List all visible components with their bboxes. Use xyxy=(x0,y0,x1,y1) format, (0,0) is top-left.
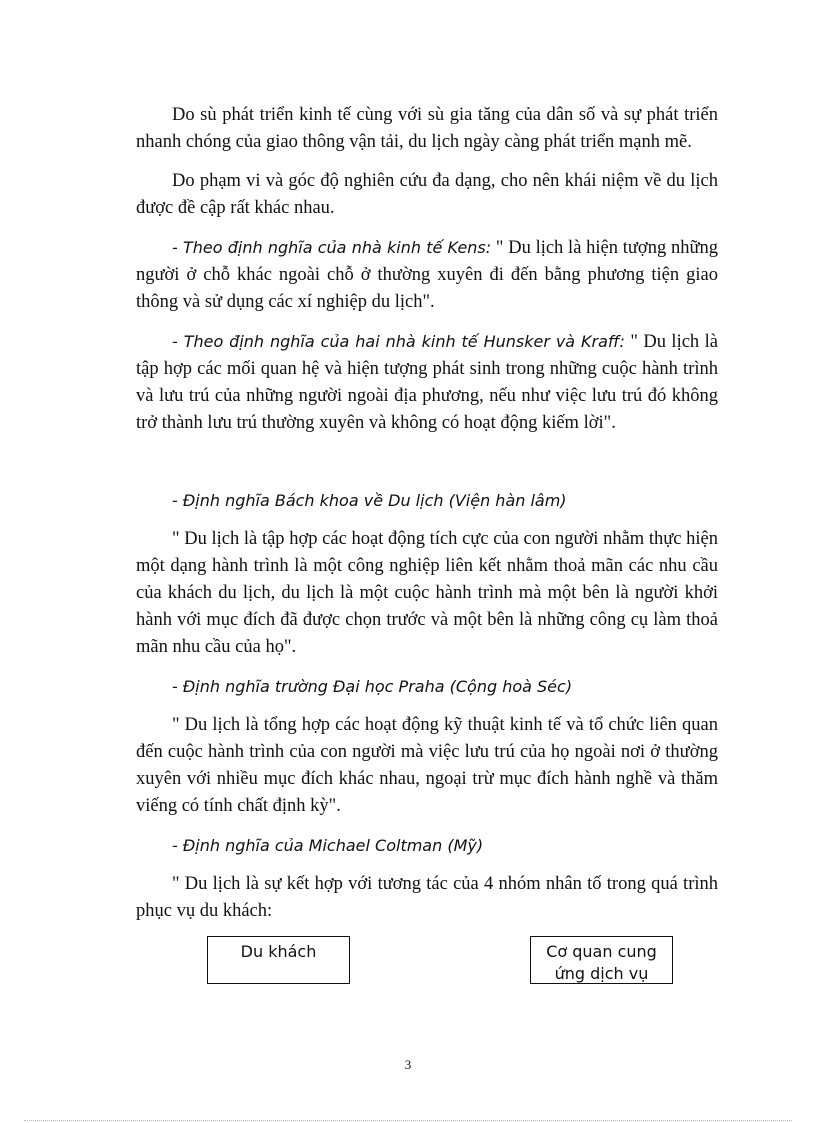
paragraph-kens xyxy=(136,234,718,316)
paragraph-2: Do phạm vi và góc độ nghiên cứu đa dạng, cho nên khái niệm về du lịch được đề cập rất khác nhau. xyxy=(136,171,718,218)
hunsker-body: " Du lịch là tập hợp các mối quan hệ và hiện tượng phát sinh trong những cuộc hành trình và lưu trú của những người ngoài địa phương, nếu như việc lưu trú đó không trở thành lưu trú thường xuyên và không có hoạt động kiếm lời". xyxy=(136,332,718,433)
diagram-box-tourist: Du khách xyxy=(207,936,350,984)
page-number: 3 xyxy=(404,1057,412,1072)
definition-heading-encyclopedia: - Định nghĩa Bách khoa về Du lịch (Viện hàn lâm) xyxy=(172,491,567,510)
paragraph-1: Do sù phát triển kinh tế cùng với sù gia tăng của dân số và sự phát triển nhanh chóng của giao thông vận tải, du lịch ngày càng phát triển mạnh mẽ. xyxy=(136,105,718,152)
spacer xyxy=(136,449,718,487)
page-bottom-divider xyxy=(24,1120,792,1121)
body-text xyxy=(136,102,718,937)
paragraph-praha: " Du lịch là tổng hợp các hoạt động kỹ thuật kinh tế và tổ chức liên quan đến cuộc hành trình của con người mà việc lưu trú của họ ngoài nơi ở thường xuyên với nhiều mục đích khác nhau, ngoại trừ mục đích hành nghề và thăm viếng có tính chất định kỳ". xyxy=(136,715,718,816)
kens-body: " Du lịch là hiện tượng những người ở chỗ khác ngoài chỗ ở thường xuyên đi đến bằng phương tiện giao thông và sử dụng các xí nghiệp du lịch". xyxy=(136,238,718,312)
paragraph-hunsker-kraff xyxy=(136,328,718,437)
paragraph-encyclopedia: " Du lịch là tập hợp các hoạt động tích cực của con người nhằm thực hiện một dạng hành trình là một công nghiệp liên kết nhằm thoả mãn các nhu cầu của khách du lịch, du lịch là một cuộc hành trình mà một bên là người khởi hành với mục đích đã được chọn trước và một bên là những công cụ làm thoả mãn nhu cầu của họ". xyxy=(136,529,718,657)
definition-heading-coltman: - Định nghĩa của Michael Coltman (Mỹ) xyxy=(172,836,484,855)
diagram-box-service-provider: Cơ quan cung ứng dịch vụ xyxy=(530,936,673,984)
kens-lead: - Theo định nghĩa của nhà kinh tế Kens: xyxy=(172,238,492,257)
definition-heading-praha: - Định nghĩa trường Đại học Praha (Cộng hoà Séc) xyxy=(172,677,573,696)
hunsker-lead: - Theo định nghĩa của hai nhà kinh tế Hunsker và Kraff: xyxy=(172,332,625,351)
paragraph-coltman: " Du lịch là sự kết hợp với tương tác của 4 nhóm nhân tố trong quá trình phục vụ du khách: xyxy=(136,874,718,921)
